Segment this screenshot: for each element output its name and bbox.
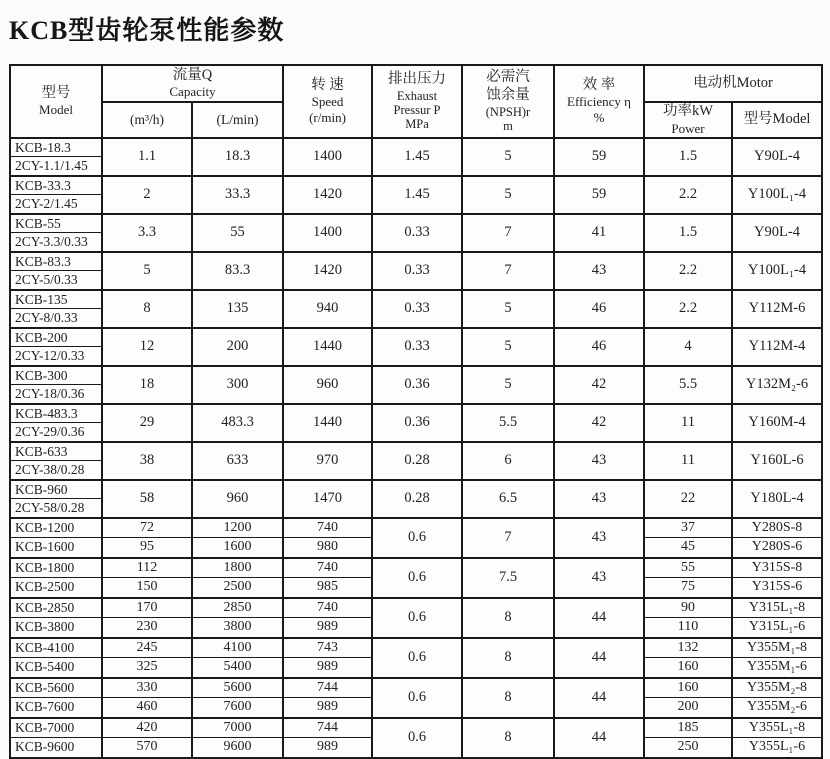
motor-cell: Y315S-8 <box>732 558 822 578</box>
header-pressure-zh: 排出压力 <box>388 70 446 87</box>
header-motor-model-label: 型号Model <box>743 110 811 127</box>
speed-cell: 1440 <box>283 328 372 366</box>
motor-cell: Y112M-4 <box>732 328 822 366</box>
table-row <box>10 366 822 404</box>
model-kcb: KCB-18.3 <box>11 139 101 157</box>
lmin-cell: 83.3 <box>192 252 283 290</box>
speed-cell: 744 <box>283 678 372 698</box>
npsh-cell: 8 <box>462 718 554 758</box>
header-capacity-zh: 流量Q <box>172 66 213 83</box>
model-cell: KCB-1800 <box>10 558 102 578</box>
header-model-zh: 型号 <box>41 84 71 101</box>
speed-cell: 989 <box>283 618 372 638</box>
power-cell: 4 <box>644 328 732 366</box>
speed-cell: 1420 <box>283 176 372 214</box>
m3h-cell: 230 <box>102 618 192 638</box>
lmin-cell: 5400 <box>192 658 283 678</box>
speed-cell: 985 <box>283 578 372 598</box>
lmin-cell: 200 <box>192 328 283 366</box>
model-cell <box>10 214 102 252</box>
header-speed-zh: 转 速 <box>311 76 344 93</box>
model-kcb: KCB-33.3 <box>11 177 101 195</box>
efficiency-cell: 43 <box>554 252 644 290</box>
motor-cell: Y112M-6 <box>732 290 822 328</box>
npsh-cell: 7 <box>462 214 554 252</box>
motor-cell: Y100L₁-4 <box>732 252 822 290</box>
pressure-cell: 0.36 <box>372 404 462 442</box>
npsh-cell: 7 <box>462 518 554 558</box>
efficiency-cell: 42 <box>554 404 644 442</box>
model-2cy: 2CY-2/1.45 <box>15 195 78 211</box>
model-2cy: 2CY-38/0.28 <box>15 461 85 477</box>
power-cell: 2.2 <box>644 252 732 290</box>
npsh-cell: 5 <box>462 328 554 366</box>
model-cell: KCB-9600 <box>10 738 102 758</box>
npsh-cell: 6 <box>462 442 554 480</box>
speed-cell: 1440 <box>283 404 372 442</box>
efficiency-cell: 43 <box>554 480 644 518</box>
table-row <box>10 638 822 658</box>
motor-cell: Y160L-6 <box>732 442 822 480</box>
power-cell: 1.5 <box>644 214 732 252</box>
header-speed-en: Speed <box>311 94 344 110</box>
model-cell: KCB-2850 <box>10 598 102 618</box>
header-unit-lmin: (L/min) <box>192 102 283 138</box>
m3h-cell: 29 <box>102 404 192 442</box>
model-cell <box>10 328 102 366</box>
model-kcb: KCB-55 <box>11 215 101 233</box>
header-npsh-en: (NPSH)r <box>485 104 531 119</box>
table-row <box>10 176 822 214</box>
efficiency-cell: 59 <box>554 138 644 176</box>
lmin-cell: 9600 <box>192 738 283 758</box>
speed-cell: 970 <box>283 442 372 480</box>
motor-cell: Y160M-4 <box>732 404 822 442</box>
model-cell: KCB-5600 <box>10 678 102 698</box>
m3h-cell: 18 <box>102 366 192 404</box>
model-2cy: 2CY-29/0.36 <box>15 423 85 439</box>
speed-cell: 989 <box>283 658 372 678</box>
lmin-cell: 2500 <box>192 578 283 598</box>
motor-cell: Y315S-6 <box>732 578 822 598</box>
npsh-cell: 5.5 <box>462 404 554 442</box>
speed-cell: 1470 <box>283 480 372 518</box>
speed-cell: 744 <box>283 718 372 738</box>
model-cell: KCB-7000 <box>10 718 102 738</box>
efficiency-cell: 43 <box>554 558 644 598</box>
power-cell: 1.5 <box>644 138 732 176</box>
header-pressure-unit: MPa <box>405 117 429 132</box>
m3h-cell: 112 <box>102 558 192 578</box>
pressure-cell: 0.36 <box>372 366 462 404</box>
lmin-cell: 33.3 <box>192 176 283 214</box>
lmin-cell: 483.3 <box>192 404 283 442</box>
motor-cell: Y355M₁-6 <box>732 658 822 678</box>
motor-cell: Y355L₁-6 <box>732 738 822 758</box>
header-efficiency-en: Efficiency η <box>567 94 631 110</box>
model-cell <box>10 480 102 518</box>
table-row <box>10 518 822 538</box>
table-row <box>10 442 822 480</box>
lmin-cell: 18.3 <box>192 138 283 176</box>
pressure-cell: 0.6 <box>372 558 462 598</box>
efficiency-cell: 44 <box>554 718 644 758</box>
speed-cell: 740 <box>283 598 372 618</box>
m3h-cell: 330 <box>102 678 192 698</box>
m3h-cell: 72 <box>102 518 192 538</box>
table-row <box>10 214 822 252</box>
motor-cell: Y355M₁-8 <box>732 638 822 658</box>
npsh-cell: 8 <box>462 638 554 678</box>
model-cell <box>10 138 102 176</box>
lmin-cell: 135 <box>192 290 283 328</box>
header-pressure <box>372 65 462 138</box>
pressure-cell: 0.28 <box>372 442 462 480</box>
speed-cell: 740 <box>283 558 372 578</box>
pressure-cell: 1.45 <box>372 138 462 176</box>
header-npsh-zh1: 必需汽 <box>486 69 530 86</box>
power-cell: 11 <box>644 442 732 480</box>
pressure-cell: 0.33 <box>372 214 462 252</box>
model-cell <box>10 290 102 328</box>
lmin-cell: 2850 <box>192 598 283 618</box>
power-cell: 160 <box>644 678 732 698</box>
lmin-cell: 633 <box>192 442 283 480</box>
pressure-cell: 0.33 <box>372 252 462 290</box>
header-npsh <box>462 65 554 138</box>
power-cell: 5.5 <box>644 366 732 404</box>
header-model <box>10 65 102 138</box>
model-kcb: KCB-960 <box>11 481 101 499</box>
speed-cell: 989 <box>283 738 372 758</box>
table-row <box>10 328 822 366</box>
motor-cell: Y132M₂-6 <box>732 366 822 404</box>
efficiency-cell: 59 <box>554 176 644 214</box>
efficiency-cell: 44 <box>554 678 644 718</box>
power-cell: 132 <box>644 638 732 658</box>
pressure-cell: 0.6 <box>372 598 462 638</box>
m3h-cell: 8 <box>102 290 192 328</box>
table-row <box>10 404 822 442</box>
model-cell: KCB-1200 <box>10 518 102 538</box>
model-kcb: KCB-300 <box>11 367 101 385</box>
lmin-cell: 1600 <box>192 538 283 558</box>
header-motor-power <box>644 102 732 138</box>
table-row <box>10 718 822 738</box>
m3h-cell: 3.3 <box>102 214 192 252</box>
m3h-cell: 420 <box>102 718 192 738</box>
header-motor <box>644 65 822 102</box>
power-cell: 75 <box>644 578 732 598</box>
speed-cell: 743 <box>283 638 372 658</box>
header-motor-power-zh: 功率kW <box>663 103 713 119</box>
model-cell: KCB-2500 <box>10 578 102 598</box>
table-body <box>10 138 822 758</box>
m3h-cell: 58 <box>102 480 192 518</box>
motor-cell: Y90L-4 <box>732 138 822 176</box>
model-kcb: KCB-633 <box>11 443 101 461</box>
npsh-cell: 7.5 <box>462 558 554 598</box>
efficiency-cell: 43 <box>554 442 644 480</box>
header-speed <box>283 65 372 138</box>
header-pressure-en2: Pressur P <box>393 102 441 117</box>
motor-cell: Y100L₁-4 <box>732 176 822 214</box>
speed-cell: 1420 <box>283 252 372 290</box>
power-cell: 185 <box>644 718 732 738</box>
m3h-cell: 325 <box>102 658 192 678</box>
header-unit-m3h: (m³/h) <box>102 102 192 138</box>
pressure-cell: 0.6 <box>372 638 462 678</box>
header-efficiency-unit: % <box>593 110 605 126</box>
lmin-cell: 7600 <box>192 698 283 718</box>
speed-cell: 989 <box>283 698 372 718</box>
model-2cy: 2CY-5/0.33 <box>15 271 78 287</box>
header-pressure-en1: Exhaust <box>396 88 438 103</box>
m3h-cell: 5 <box>102 252 192 290</box>
model-2cy: 2CY-3.3/0.33 <box>15 233 88 249</box>
pressure-cell: 0.33 <box>372 328 462 366</box>
power-cell: 160 <box>644 658 732 678</box>
m3h-cell: 38 <box>102 442 192 480</box>
npsh-cell: 8 <box>462 598 554 638</box>
model-cell <box>10 252 102 290</box>
table-row <box>10 138 822 176</box>
m3h-cell: 460 <box>102 698 192 718</box>
speed-cell: 740 <box>283 518 372 538</box>
model-2cy: 2CY-58/0.28 <box>15 499 85 515</box>
lmin-cell: 5600 <box>192 678 283 698</box>
speed-cell: 1400 <box>283 214 372 252</box>
lmin-cell: 960 <box>192 480 283 518</box>
model-kcb: KCB-200 <box>11 329 101 347</box>
header-motor-model <box>732 102 822 138</box>
npsh-cell: 5 <box>462 138 554 176</box>
m3h-cell: 95 <box>102 538 192 558</box>
model-kcb: KCB-483.3 <box>11 405 101 423</box>
model-kcb: KCB-135 <box>11 291 101 309</box>
motor-cell: Y90L-4 <box>732 214 822 252</box>
header-capacity-en: Capacity <box>169 84 216 100</box>
model-cell: KCB-5400 <box>10 658 102 678</box>
npsh-cell: 5 <box>462 176 554 214</box>
page-title: KCB型齿轮泵性能参数 <box>9 16 285 45</box>
header-row-top <box>10 65 822 102</box>
pressure-cell: 1.45 <box>372 176 462 214</box>
lmin-cell: 1200 <box>192 518 283 538</box>
motor-cell: Y315L₁-8 <box>732 598 822 618</box>
m3h-cell: 150 <box>102 578 192 598</box>
header-capacity <box>102 65 283 102</box>
header-model-en: Model <box>39 102 73 118</box>
m3h-cell: 170 <box>102 598 192 618</box>
efficiency-cell: 42 <box>554 366 644 404</box>
model-cell <box>10 404 102 442</box>
motor-cell: Y355M₂-8 <box>732 678 822 698</box>
header-npsh-zh2: 蚀余量 <box>486 86 530 103</box>
npsh-cell: 7 <box>462 252 554 290</box>
table-row <box>10 480 822 518</box>
table-row <box>10 678 822 698</box>
motor-cell: Y280S-8 <box>732 518 822 538</box>
table-header <box>10 65 822 138</box>
power-cell: 200 <box>644 698 732 718</box>
model-cell: KCB-1600 <box>10 538 102 558</box>
model-cell: KCB-4100 <box>10 638 102 658</box>
m3h-cell: 1.1 <box>102 138 192 176</box>
speed-cell: 980 <box>283 538 372 558</box>
header-efficiency-zh: 效 率 <box>582 76 616 93</box>
model-cell <box>10 442 102 480</box>
model-2cy: 2CY-8/0.33 <box>15 309 78 325</box>
pressure-cell: 0.6 <box>372 678 462 718</box>
speed-cell: 940 <box>283 290 372 328</box>
lmin-cell: 300 <box>192 366 283 404</box>
m3h-cell: 245 <box>102 638 192 658</box>
npsh-cell: 5 <box>462 290 554 328</box>
pump-spec-table <box>9 64 823 759</box>
pressure-cell: 0.28 <box>372 480 462 518</box>
header-speed-unit: (r/min) <box>309 110 346 126</box>
table-row <box>10 598 822 618</box>
power-cell: 11 <box>644 404 732 442</box>
header-motor-power-en: Power <box>671 120 705 136</box>
header-motor-label: 电动机Motor <box>693 74 773 91</box>
efficiency-cell: 43 <box>554 518 644 558</box>
lmin-cell: 55 <box>192 214 283 252</box>
npsh-cell: 6.5 <box>462 480 554 518</box>
power-cell: 55 <box>644 558 732 578</box>
motor-cell: Y180L-4 <box>732 480 822 518</box>
model-kcb: KCB-83.3 <box>11 253 101 271</box>
motor-cell: Y355L₁-8 <box>732 718 822 738</box>
table-row <box>10 290 822 328</box>
lmin-cell: 1800 <box>192 558 283 578</box>
model-cell: KCB-7600 <box>10 698 102 718</box>
header-efficiency <box>554 65 644 138</box>
power-cell: 37 <box>644 518 732 538</box>
efficiency-cell: 46 <box>554 328 644 366</box>
power-cell: 250 <box>644 738 732 758</box>
m3h-cell: 2 <box>102 176 192 214</box>
motor-cell: Y315L₁-6 <box>732 618 822 638</box>
pressure-cell: 0.33 <box>372 290 462 328</box>
speed-cell: 1400 <box>283 138 372 176</box>
model-cell <box>10 366 102 404</box>
power-cell: 90 <box>644 598 732 618</box>
model-cell <box>10 176 102 214</box>
power-cell: 2.2 <box>644 176 732 214</box>
pressure-cell: 0.6 <box>372 518 462 558</box>
model-2cy: 2CY-18/0.36 <box>15 385 85 401</box>
efficiency-cell: 41 <box>554 214 644 252</box>
motor-cell: Y280S-6 <box>732 538 822 558</box>
motor-cell: Y355M₂-6 <box>732 698 822 718</box>
lmin-cell: 4100 <box>192 638 283 658</box>
speed-cell: 960 <box>283 366 372 404</box>
efficiency-cell: 46 <box>554 290 644 328</box>
lmin-cell: 7000 <box>192 718 283 738</box>
power-cell: 110 <box>644 618 732 638</box>
m3h-cell: 570 <box>102 738 192 758</box>
model-cell: KCB-3800 <box>10 618 102 638</box>
model-2cy: 2CY-1.1/1.45 <box>15 157 88 173</box>
power-cell: 22 <box>644 480 732 518</box>
efficiency-cell: 44 <box>554 598 644 638</box>
efficiency-cell: 44 <box>554 638 644 678</box>
npsh-cell: 5 <box>462 366 554 404</box>
lmin-cell: 3800 <box>192 618 283 638</box>
npsh-cell: 8 <box>462 678 554 718</box>
model-2cy: 2CY-12/0.33 <box>15 347 85 363</box>
m3h-cell: 12 <box>102 328 192 366</box>
power-cell: 45 <box>644 538 732 558</box>
pressure-cell: 0.6 <box>372 718 462 758</box>
header-npsh-unit: m <box>503 118 513 133</box>
table-row <box>10 252 822 290</box>
table-row <box>10 558 822 578</box>
power-cell: 2.2 <box>644 290 732 328</box>
